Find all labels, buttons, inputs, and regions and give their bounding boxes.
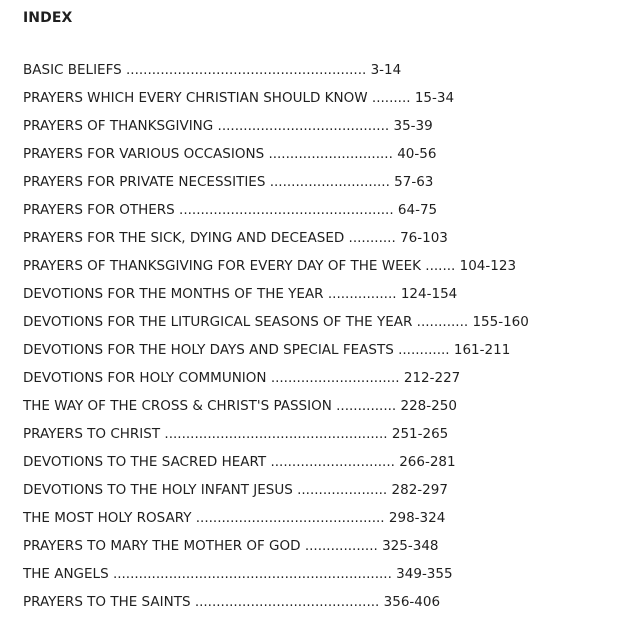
toc-entry-title: PRAYERS FOR VARIOUS OCCASIONS <box>23 146 265 162</box>
toc-entry <box>23 85 529 113</box>
toc-entry-title: PRAYERS TO THE SAINTS <box>23 594 191 610</box>
toc-entry-title: PRAYERS FOR OTHERS <box>23 202 175 218</box>
toc-leader-dots: ................................................................. <box>112 566 392 582</box>
toc-entry-title: DEVOTIONS FOR HOLY COMMUNION <box>23 370 267 386</box>
toc-entry <box>23 225 529 253</box>
index-title: INDEX <box>23 10 73 26</box>
toc-entry-title: PRAYERS TO MARY THE MOTHER OF GOD <box>23 538 301 554</box>
toc-leader-dots: ..................... <box>297 482 388 498</box>
toc-leader-dots: ................ <box>327 286 397 302</box>
toc-entry <box>23 589 529 617</box>
toc-entry <box>23 281 529 309</box>
toc-entry-title: THE MOST HOLY ROSARY <box>23 510 192 526</box>
toc-entry-title: PRAYERS FOR PRIVATE NECESSITIES <box>23 174 266 190</box>
toc-page-range: 15-34 <box>414 90 455 106</box>
toc-leader-dots: ....... <box>425 258 456 274</box>
toc-page-range: 40-56 <box>397 146 437 162</box>
toc-leader-dots: ............ <box>398 342 450 358</box>
toc-page-range: 124-154 <box>400 286 458 302</box>
toc-entry <box>23 449 529 477</box>
toc-entry <box>23 57 529 85</box>
toc-leader-dots: ............................. <box>268 146 393 162</box>
toc-entry-title: DEVOTIONS FOR THE LITURGICAL SEASONS OF THE YEAR <box>23 314 413 330</box>
toc-entry-title: PRAYERS WHICH EVERY CHRISTIAN SHOULD KNOW <box>23 90 368 106</box>
toc-page-range: 57-63 <box>394 174 434 190</box>
toc-page-range: 356-406 <box>383 594 441 610</box>
toc-entry <box>23 337 529 365</box>
toc-leader-dots: ................. <box>304 538 378 554</box>
toc-entry-title: DEVOTIONS TO THE HOLY INFANT JESUS <box>23 482 293 498</box>
toc-page-range: 76-103 <box>400 230 448 246</box>
toc-entry <box>23 253 529 281</box>
toc-page-range: 298-324 <box>388 510 446 526</box>
toc-page-range: 325-348 <box>382 538 439 554</box>
toc-entry <box>23 141 529 169</box>
toc-entry-title: THE WAY OF THE CROSS & CHRIST'S PASSION <box>23 398 332 414</box>
toc-page-range: 64-75 <box>397 202 438 218</box>
toc-entry-title: DEVOTIONS TO THE SACRED HEART <box>23 454 267 470</box>
toc-page-range: 161-211 <box>453 342 511 358</box>
toc-page-range: 349-355 <box>396 566 453 582</box>
toc-entry-title: DEVOTIONS FOR THE HOLY DAYS AND SPECIAL FEASTS <box>23 342 394 358</box>
toc-leader-dots: ......... <box>371 90 411 106</box>
toc-entry <box>23 365 529 393</box>
toc-entry <box>23 505 529 533</box>
toc-entry <box>23 561 529 589</box>
toc-entry <box>23 533 529 561</box>
toc-page-range: 228-250 <box>400 398 457 414</box>
toc-page-range: 104-123 <box>459 258 517 274</box>
toc-entry <box>23 477 529 505</box>
toc-entry-title: THE ANGELS <box>23 566 109 582</box>
toc-leader-dots: ............................. <box>270 454 395 470</box>
toc-leader-dots: .................................................... <box>164 426 388 442</box>
toc-page-range: 266-281 <box>399 454 456 470</box>
toc-entry <box>23 393 529 421</box>
toc-leader-dots: .............................. <box>270 370 400 386</box>
toc-entry-title: PRAYERS FOR THE SICK, DYING AND DECEASED <box>23 230 345 246</box>
toc-leader-dots: .................................................. <box>179 202 394 218</box>
toc-leader-dots: ........................................ <box>217 118 390 134</box>
toc-entry-title: PRAYERS TO CHRIST <box>23 426 161 442</box>
toc-entry <box>23 197 529 225</box>
toc-leader-dots: .............. <box>336 398 397 414</box>
index-page <box>23 0 613 624</box>
toc-page-range: 212-227 <box>403 370 461 386</box>
toc-leader-dots: ........... <box>348 230 396 246</box>
toc-leader-dots: ........................................................ <box>125 62 367 78</box>
toc-leader-dots: ........................................... <box>194 594 380 610</box>
toc-leader-dots: ............................................ <box>195 510 385 526</box>
toc-entry-title: PRAYERS OF THANKSGIVING FOR EVERY DAY OF THE WEEK <box>23 258 421 274</box>
toc-entry-title: BASIC BELIEFS <box>23 62 122 78</box>
toc-page-range: 282-297 <box>391 482 448 498</box>
toc-entry <box>23 421 529 449</box>
toc-entry-title: PRAYERS OF THANKSGIVING <box>23 118 214 134</box>
toc-entry <box>23 309 529 337</box>
toc-page-range: 3-14 <box>370 62 402 78</box>
toc-page-range: 251-265 <box>391 426 449 442</box>
toc-leader-dots: ............................ <box>269 174 390 190</box>
toc-page-range: 35-39 <box>393 118 433 134</box>
toc-entry <box>23 169 529 197</box>
toc-entry <box>23 113 529 141</box>
toc-entry-title: DEVOTIONS FOR THE MONTHS OF THE YEAR <box>23 286 324 302</box>
table-of-contents <box>23 57 529 617</box>
toc-page-range: 155-160 <box>472 314 529 330</box>
toc-leader-dots: ............ <box>416 314 469 330</box>
